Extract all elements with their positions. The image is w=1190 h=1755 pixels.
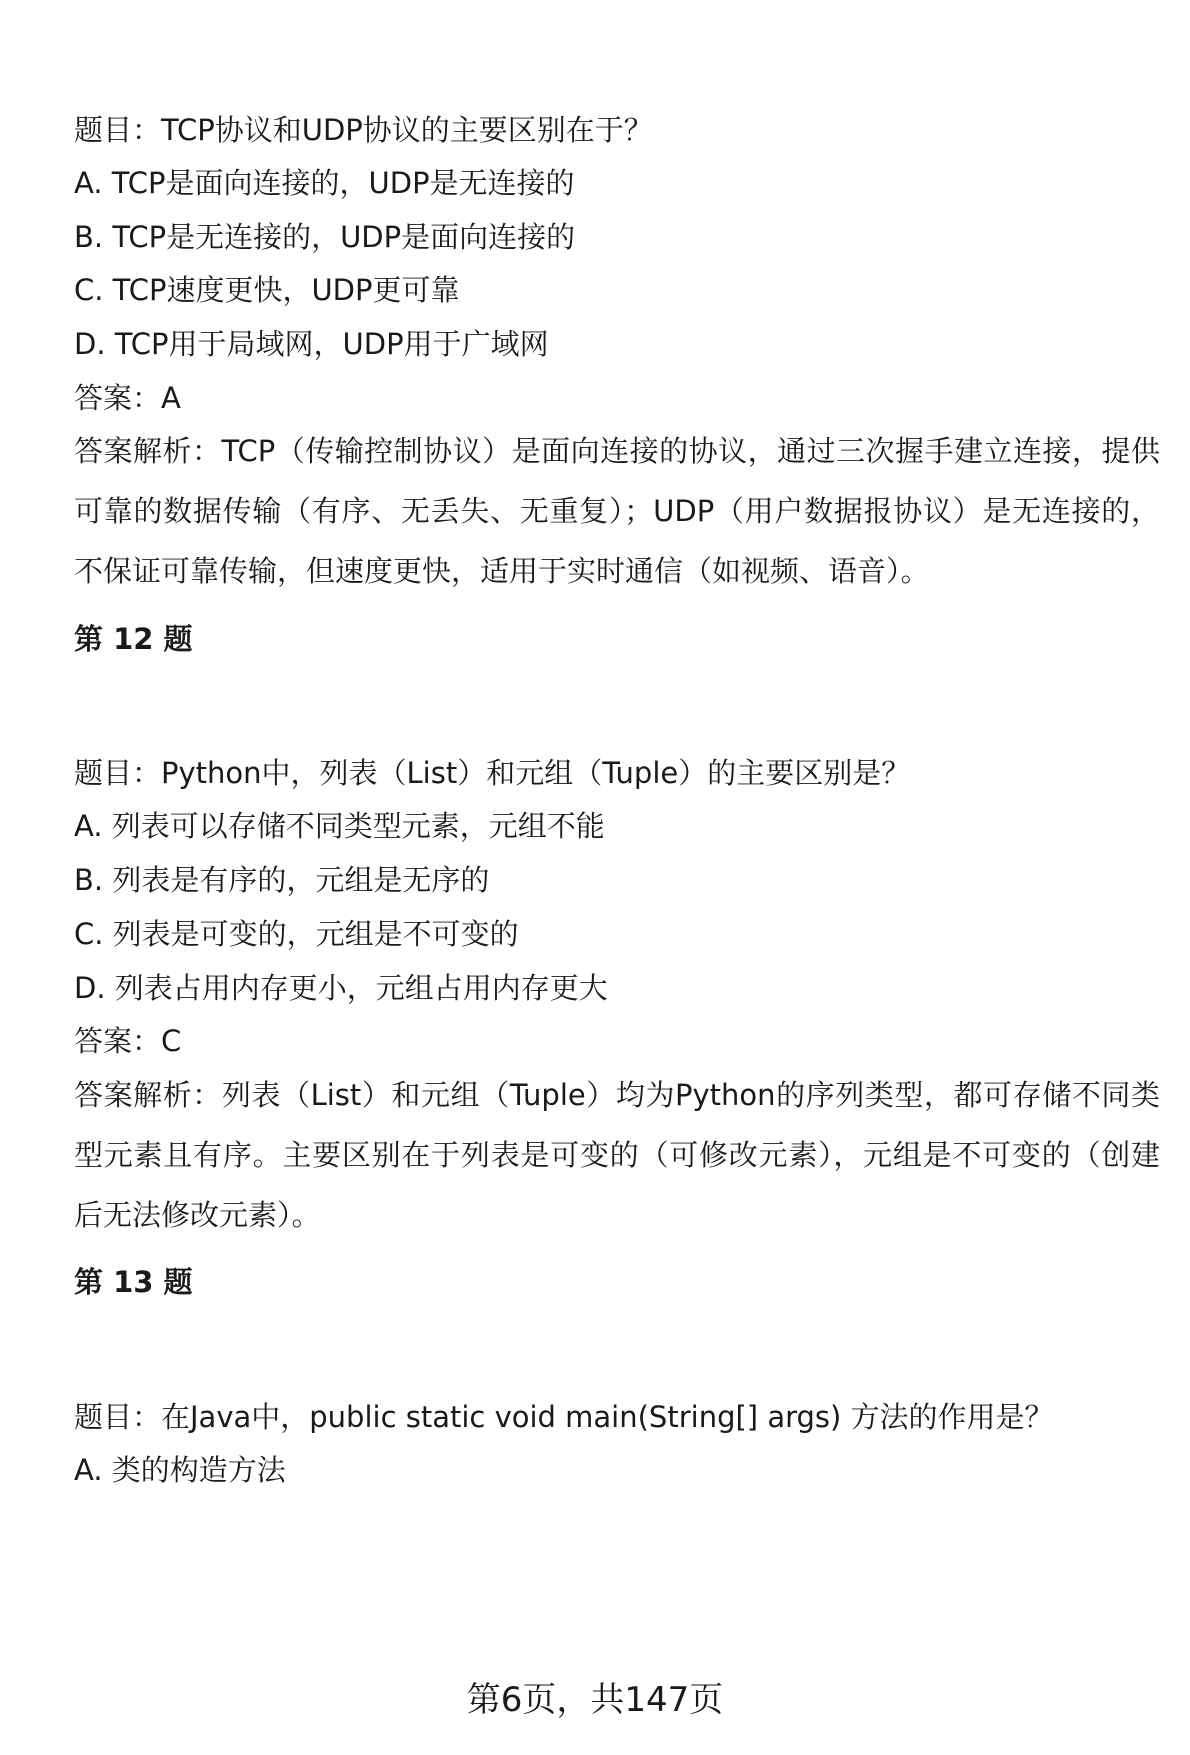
question-12-heading: 第 12 题 xyxy=(74,622,193,656)
question-11-option-c: C. TCP速度更快，UDP更可靠 xyxy=(74,273,460,307)
question-12-option-c: C. 列表是可变的，元组是不可变的 xyxy=(74,917,519,951)
question-12-explanation: 答案解析：列表（List）和元组（Tuple）均为Python的序列类型，都可存储不同类型元素且有序。主要区别在于列表是可变的（可修改元素），元组是不可变的（创建后无法修改元素）。 xyxy=(74,1078,1160,1232)
question-11-text: 题目：TCP协议和UDP协议的主要区别在于？ xyxy=(74,113,653,147)
question-12-option-d: D. 列表占用内存更小，元组占用内存更大 xyxy=(74,971,608,1005)
question-11-option-a: A. TCP是面向连接的，UDP是无连接的 xyxy=(74,166,575,200)
question-12-option-b: B. 列表是有序的，元组是无序的 xyxy=(74,863,490,897)
question-12-text: 题目：Python中，列表（List）和元组（Tuple）的主要区别是？ xyxy=(74,756,911,790)
question-11-explanation: 答案解析：TCP（传输控制协议）是面向连接的协议，通过三次握手建立连接，提供可靠的数据传输（有序、无丢失、无重复）；UDP（用户数据报协议）是无连接的，不保证可靠传输，但速度更快，适用于实时通信（如视频、语音）。 xyxy=(74,434,1160,588)
question-12-answer: 答案：C xyxy=(74,1024,182,1058)
question-11-option-d: D. TCP用于局域网，UDP用于广域网 xyxy=(74,327,549,361)
question-13-heading: 第 13 题 xyxy=(74,1265,193,1299)
question-12-option-a: A. 列表可以存储不同类型元素，元组不能 xyxy=(74,809,605,843)
question-11-answer: 答案：A xyxy=(74,381,181,415)
question-11-option-b: B. TCP是无连接的，UDP是面向连接的 xyxy=(74,220,576,254)
question-13-text: 题目：在Java中，public static void main(String[] args) 方法的作用是？ xyxy=(74,1400,1054,1434)
question-13-option-a: A. 类的构造方法 xyxy=(74,1453,286,1487)
page-indicator: 第6页，共147页 xyxy=(466,1680,724,1720)
